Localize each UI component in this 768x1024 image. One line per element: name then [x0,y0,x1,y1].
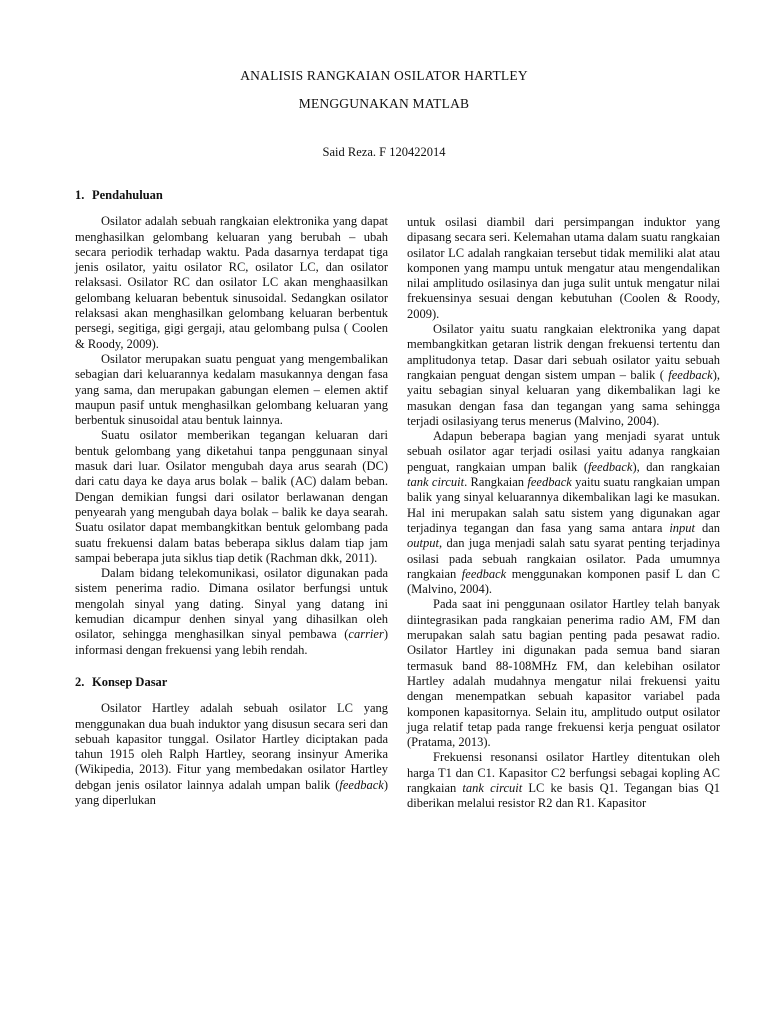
paragraph: Osilator merupakan suatu penguat yang mengembalikan sebagian dari keluarannya kedalam masukannya dengan fasa yang sama, dan merupakan gabungan elemen – elemen aktif maupun pasif untuk menghasilkan gelombang keluaran yang berbentuk sinusoidal atau bentuk lainnya. [75,351,388,428]
right-column [407,215,720,812]
text-run: ), yaitu sebagian sinyal keluaran yang dikembalikan lagi ke masukan dengan fasa dan tegangan yang sama sehingga terjadi osilasiyang terus menerus (Malvino, 2004). [407,367,720,428]
paper-title-line-2: MENGGUNAKAN MATLAB [298,96,470,111]
italic-term: carrier [348,627,384,642]
italic-term: feedback [588,459,633,474]
italic-term: feedback [668,367,713,382]
text-run: ), dan rangkaian [632,459,721,474]
section-title: Pendahuluan [92,188,163,202]
italic-term: tank circuit [462,780,523,795]
paragraph [407,322,720,429]
text-run: Osilator Hartley adalah sebuah osilator LC yang menggunakan dua buah induktor yang disusun secara seri dan sebuah kapasitor tunggal. Osilator Hartley diciptakan pada tahun 1915 oleh Ralph Hartley, seorang insinyur Amerika (Wikipedia, 2013). Fitur yang membedakan osilator Hartley debgan jenis osilator lainnya adalah umpan balik ( [75,701,388,792]
text-run: ) yang diperlukan [75,777,388,807]
italic-term: output [407,536,439,551]
paragraph [407,750,720,811]
left-column [75,188,388,808]
text-run: LC ke basis Q1. Tegangan bias Q1 diberikan melalui resistor R2 dan R1. Kapasitor [407,780,720,811]
text-run: ) informasi dengan frekuensi yang lebih rendah. [75,627,388,657]
paragraph: Osilator adalah sebuah rangkaian elektronika yang dapat menghasilkan gelombang keluaran yang berubah – ubah secara periodik terhadap waktu. Pada dasarnya terdapat tiga jenis osilator, yaitu osilator RC, osilator LC, dan osilator relaksasi. Osilator RC dan osilator LC akan menghaasilkan gelombang keluaran bebentuk sinusoidal. Sedangkan osilator relaksasi akan menghasilkan gelombang keluaran berbentuk persegi, segitiga, gigi gergaji, atau gelombang pulsa ( Coolen & Roody, 2009). [75,214,388,351]
text-run: Frekuensi resonansi osilator Hartley ditentukan oleh harga T1 dan C1. Kapasitor C2 berfungsi sebagai kopling AC rangkaian [407,750,720,795]
italic-term: feedback [527,475,572,490]
paragraph: untuk osilasi diambil dari persimpangan induktor yang dipasang secara seri. Kelemahan utama dalam suatu rangkaian osilator LC adalah rangkaian tersebut tidak memiliki alat atau komponen yang mampu untuk mengatur atau mengendalikan nilai amplitudo osilasinya dan juga sulit untuk mengatur nilai frekuensinya sesuai dengan kebutuhan (Coolen & Roody, 2009). [407,215,720,321]
italic-term: feedback [339,777,384,792]
section-number: 1. [75,188,85,202]
text-run: Osilator yaitu suatu rangkaian elektronika yang dapat membangkitkan getaran listrik dengan frekuensi tertentu dan amplitudonya tetap. Dasar dari sebuah osilator yaitu sebuah rangkaian penguat dengan sistem umpan – balik ( [407,322,720,382]
italic-term: tank circuit [407,475,465,490]
section-heading-konsep-dasar [75,675,388,690]
italic-term: input [669,520,696,535]
text-run: dan [695,520,720,535]
text-run: menggunakan komponen pasif L dan C (Malvino, 2004). [407,566,721,597]
text-run: . Rangkaian [464,475,528,490]
paragraph [75,566,388,658]
paragraph: Suatu osilator memberikan tegangan keluaran dari bentuk gelombang yang diketahui tanpa penggunaan sinyal masuk dari luar. Osilator mengubah daya arus searah (DC) dari catu daya ke daya arus bolak – balik (AC) dalam beban. Dengan demikian fungsi dari osilator berlawanan dengan penyearah yang mengubah daya bolak – balik ke daya searah. Suatu osilator dapat membangkitkan bentuk gelombang pada suatu frekuensi dalam batas beberapa siklus dalam tiap jam sampai beberapa juta siklus tiap detik (Rachman dkk, 2011). [75,428,388,565]
paragraph: Pada saat ini penggunaan osilator Hartley telah banyak diintegrasikan pada rangkaian penerima radio AM, FM dan merupakan salah satu bagian penting pada pesawat radio. Osilator Hartley ini digunakan pada semua band siaran termasuk band 88-108MHz FM, dan kelebihan osilator Hartley adalah mudahnya mengatur nilai frekuensi yaitu dengan menempatkan sebuah kapasitor variabel pada komponen kapasitornya. Selain itu, amplitudo output osilator juga relatif tetap pada range frekuensi kerja penguat osilator (Pratama, 2013). [407,597,720,750]
paragraph [407,429,720,597]
section-number: 2. [75,674,85,689]
text-run: Dalam bidang telekomunikasi, osilator digunakan pada sistem penerima radio. Dimana osilator berfungsi untuk mengolah sinyal yang dating. Sinyal yang datang ini kemudian dicampur denhen sinyal yang dihasilkan oleh osilator, sehingga menghasilkan sinyal pembawa ( [75,566,388,642]
text-run: , dan juga menjadi salah satu syarat penting terjadinya osilasi pada sebuah rangkaian osilator. Pada umumnya rangkaian [407,536,720,581]
section-title: Konsep Dasar [92,674,168,689]
author-line: Said Reza. F 120422014 [322,145,446,159]
paragraph [75,701,388,808]
section-heading-pendahuluan [75,188,388,203]
italic-term: feedback [461,566,507,581]
paper-title-line-1: ANALISIS RANGKAIAN OSILATOR HARTLEY [240,68,528,83]
text-run: Adapun beberapa bagian yang menjadi syarat untuk sebuah osilator agar terjadi osilasi yaitu adanya rangkaian penguat, rangkaian umpan balik ( [407,429,720,474]
text-run: yaitu suatu rangkaian umpan balik yang sinyal keluarannya dikembalikan lagi ke masukan. Hal ini merupakan salah satu sistem yang digunakan agar terjadinya tegangan dan fasa yang sama antara [407,475,720,535]
